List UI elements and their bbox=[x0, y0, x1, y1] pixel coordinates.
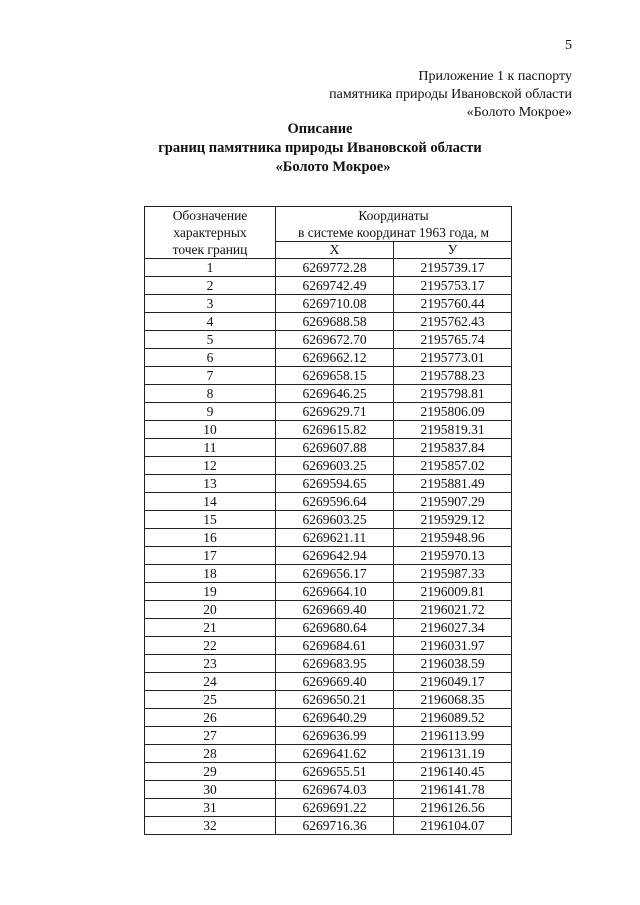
table-row bbox=[145, 403, 512, 421]
point-number-cell: 11 bbox=[145, 439, 276, 457]
point-number-cell: 24 bbox=[145, 673, 276, 691]
table-row bbox=[145, 277, 512, 295]
x-coordinate-cell: 6269629.71 bbox=[276, 403, 394, 421]
y-coordinate-cell: 2196126.56 bbox=[394, 799, 512, 817]
x-coordinate-cell: 6269636.99 bbox=[276, 727, 394, 745]
x-coordinate-cell: 6269646.25 bbox=[276, 385, 394, 403]
x-column-header: Х bbox=[276, 242, 394, 259]
point-number-cell: 25 bbox=[145, 691, 276, 709]
table-row bbox=[145, 475, 512, 493]
appendix-line: «Болото Мокрое» bbox=[466, 105, 572, 120]
x-coordinate-cell: 6269607.88 bbox=[276, 439, 394, 457]
table-row bbox=[145, 439, 512, 457]
x-coordinate-cell: 6269658.15 bbox=[276, 367, 394, 385]
point-column-header bbox=[145, 207, 276, 259]
point-number-cell: 6 bbox=[145, 349, 276, 367]
y-coordinate-cell: 2195762.43 bbox=[394, 313, 512, 331]
y-coordinate-cell: 2196068.35 bbox=[394, 691, 512, 709]
y-coordinate-cell: 2195798.81 bbox=[394, 385, 512, 403]
y-column-header: У bbox=[394, 242, 512, 259]
x-coordinate-cell: 6269716.36 bbox=[276, 817, 394, 835]
table-row bbox=[145, 295, 512, 313]
point-number-cell: 15 bbox=[145, 511, 276, 529]
x-coordinate-cell: 6269680.64 bbox=[276, 619, 394, 637]
point-number-cell: 16 bbox=[145, 529, 276, 547]
y-coordinate-cell: 2195929.12 bbox=[394, 511, 512, 529]
x-coordinate-cell: 6269596.64 bbox=[276, 493, 394, 511]
x-coordinate-cell: 6269662.12 bbox=[276, 349, 394, 367]
table-row bbox=[145, 709, 512, 727]
y-coordinate-cell: 2196113.99 bbox=[394, 727, 512, 745]
point-number-cell: 32 bbox=[145, 817, 276, 835]
point-number-cell: 8 bbox=[145, 385, 276, 403]
x-coordinate-cell: 6269603.25 bbox=[276, 511, 394, 529]
y-coordinate-cell: 2196027.34 bbox=[394, 619, 512, 637]
y-coordinate-cell: 2196089.52 bbox=[394, 709, 512, 727]
coordinates-table bbox=[144, 206, 512, 835]
table-row bbox=[145, 619, 512, 637]
x-coordinate-cell: 6269772.28 bbox=[276, 259, 394, 277]
point-number-cell: 31 bbox=[145, 799, 276, 817]
appendix-note bbox=[212, 68, 572, 122]
table-row bbox=[145, 799, 512, 817]
table-row bbox=[145, 493, 512, 511]
y-coordinate-cell: 2195739.17 bbox=[394, 259, 512, 277]
table-row bbox=[145, 331, 512, 349]
y-coordinate-cell: 2195753.17 bbox=[394, 277, 512, 295]
table-row bbox=[145, 601, 512, 619]
y-coordinate-cell: 2195857.02 bbox=[394, 457, 512, 475]
x-coordinate-cell: 6269691.22 bbox=[276, 799, 394, 817]
y-coordinate-cell: 2196141.78 bbox=[394, 781, 512, 799]
x-coordinate-cell: 6269621.11 bbox=[276, 529, 394, 547]
point-number-cell: 18 bbox=[145, 565, 276, 583]
point-number-cell: 17 bbox=[145, 547, 276, 565]
point-number-cell: 21 bbox=[145, 619, 276, 637]
table-row bbox=[145, 763, 512, 781]
table-row bbox=[145, 583, 512, 601]
x-coordinate-cell: 6269683.95 bbox=[276, 655, 394, 673]
table-row bbox=[145, 313, 512, 331]
title-line: границ памятника природы Ивановской области bbox=[158, 140, 482, 156]
page-number: 5 bbox=[565, 38, 572, 53]
x-coordinate-cell: 6269688.58 bbox=[276, 313, 394, 331]
point-number-cell: 30 bbox=[145, 781, 276, 799]
point-number-cell: 23 bbox=[145, 655, 276, 673]
x-coordinate-cell: 6269603.25 bbox=[276, 457, 394, 475]
x-coordinate-cell: 6269642.94 bbox=[276, 547, 394, 565]
y-coordinate-cell: 2195819.31 bbox=[394, 421, 512, 439]
point-number-cell: 13 bbox=[145, 475, 276, 493]
y-coordinate-cell: 2195837.84 bbox=[394, 439, 512, 457]
y-coordinate-cell: 2196049.17 bbox=[394, 673, 512, 691]
point-number-cell: 29 bbox=[145, 763, 276, 781]
document-title bbox=[0, 120, 640, 177]
point-number-cell: 9 bbox=[145, 403, 276, 421]
point-number-cell: 19 bbox=[145, 583, 276, 601]
point-number-cell: 26 bbox=[145, 709, 276, 727]
point-number-cell: 10 bbox=[145, 421, 276, 439]
y-coordinate-cell: 2195788.23 bbox=[394, 367, 512, 385]
point-number-cell: 7 bbox=[145, 367, 276, 385]
point-number-cell: 12 bbox=[145, 457, 276, 475]
table-row bbox=[145, 781, 512, 799]
point-number-cell: 5 bbox=[145, 331, 276, 349]
y-coordinate-cell: 2196021.72 bbox=[394, 601, 512, 619]
coords-system-header: в системе координат 1963 года, м bbox=[276, 224, 512, 242]
point-number-cell: 22 bbox=[145, 637, 276, 655]
header-line: точек границ bbox=[172, 242, 248, 257]
table-row bbox=[145, 367, 512, 385]
y-coordinate-cell: 2196131.19 bbox=[394, 745, 512, 763]
table-row bbox=[145, 655, 512, 673]
title-line: Описание bbox=[287, 121, 353, 137]
y-coordinate-cell: 2195948.96 bbox=[394, 529, 512, 547]
x-coordinate-cell: 6269640.29 bbox=[276, 709, 394, 727]
x-coordinate-cell: 6269641.62 bbox=[276, 745, 394, 763]
header-line: Обозначение bbox=[172, 208, 248, 223]
header-line: характерных bbox=[173, 225, 247, 240]
point-number-cell: 20 bbox=[145, 601, 276, 619]
point-number-cell: 28 bbox=[145, 745, 276, 763]
table-row bbox=[145, 745, 512, 763]
appendix-line: Приложение 1 к паспорту bbox=[418, 69, 572, 84]
point-number-cell: 14 bbox=[145, 493, 276, 511]
x-coordinate-cell: 6269650.21 bbox=[276, 691, 394, 709]
appendix-line: памятника природы Ивановской области bbox=[329, 87, 572, 102]
table-row bbox=[145, 727, 512, 745]
y-coordinate-cell: 2195987.33 bbox=[394, 565, 512, 583]
x-coordinate-cell: 6269594.65 bbox=[276, 475, 394, 493]
y-coordinate-cell: 2195806.09 bbox=[394, 403, 512, 421]
y-coordinate-cell: 2195881.49 bbox=[394, 475, 512, 493]
table-body bbox=[145, 259, 512, 835]
table-row bbox=[145, 691, 512, 709]
x-coordinate-cell: 6269669.40 bbox=[276, 673, 394, 691]
y-coordinate-cell: 2196104.07 bbox=[394, 817, 512, 835]
table-row bbox=[145, 637, 512, 655]
table-row bbox=[145, 673, 512, 691]
y-coordinate-cell: 2196038.59 bbox=[394, 655, 512, 673]
y-coordinate-cell: 2195970.13 bbox=[394, 547, 512, 565]
x-coordinate-cell: 6269710.08 bbox=[276, 295, 394, 313]
point-number-cell: 2 bbox=[145, 277, 276, 295]
y-coordinate-cell: 2195760.44 bbox=[394, 295, 512, 313]
y-coordinate-cell: 2195907.29 bbox=[394, 493, 512, 511]
x-coordinate-cell: 6269742.49 bbox=[276, 277, 394, 295]
table-row bbox=[145, 385, 512, 403]
point-number-cell: 3 bbox=[145, 295, 276, 313]
table-row bbox=[145, 259, 512, 277]
table-row bbox=[145, 565, 512, 583]
table-row bbox=[145, 547, 512, 565]
y-coordinate-cell: 2195765.74 bbox=[394, 331, 512, 349]
x-coordinate-cell: 6269669.40 bbox=[276, 601, 394, 619]
coords-header: Координаты bbox=[276, 207, 512, 225]
x-coordinate-cell: 6269684.61 bbox=[276, 637, 394, 655]
table-row bbox=[145, 529, 512, 547]
table-row bbox=[145, 817, 512, 835]
table-row bbox=[145, 511, 512, 529]
y-coordinate-cell: 2195773.01 bbox=[394, 349, 512, 367]
x-coordinate-cell: 6269674.03 bbox=[276, 781, 394, 799]
x-coordinate-cell: 6269672.70 bbox=[276, 331, 394, 349]
table-row bbox=[145, 457, 512, 475]
x-coordinate-cell: 6269664.10 bbox=[276, 583, 394, 601]
table-row bbox=[145, 349, 512, 367]
x-coordinate-cell: 6269615.82 bbox=[276, 421, 394, 439]
y-coordinate-cell: 2196009.81 bbox=[394, 583, 512, 601]
point-number-cell: 1 bbox=[145, 259, 276, 277]
title-line: «Болото Мокрое» bbox=[275, 159, 391, 175]
x-coordinate-cell: 6269655.51 bbox=[276, 763, 394, 781]
y-coordinate-cell: 2196031.97 bbox=[394, 637, 512, 655]
table-row bbox=[145, 421, 512, 439]
point-number-cell: 27 bbox=[145, 727, 276, 745]
x-coordinate-cell: 6269656.17 bbox=[276, 565, 394, 583]
point-number-cell: 4 bbox=[145, 313, 276, 331]
y-coordinate-cell: 2196140.45 bbox=[394, 763, 512, 781]
